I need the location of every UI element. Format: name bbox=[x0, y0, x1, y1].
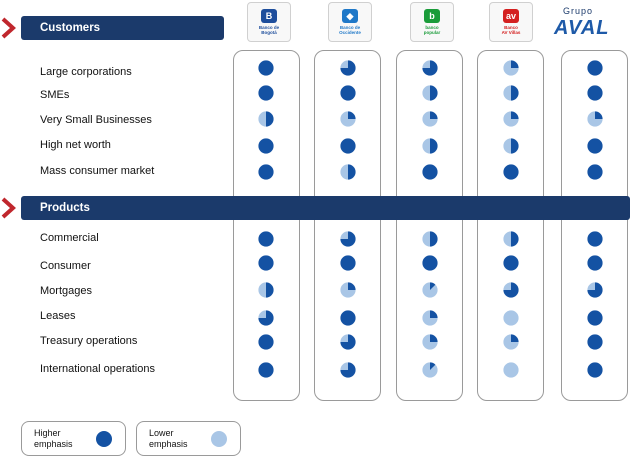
emphasis-dot bbox=[587, 334, 603, 350]
row-label-leases: Leases bbox=[40, 310, 76, 322]
emphasis-dot bbox=[503, 255, 519, 271]
logo-banco-de-bogota: B Banco de Bogotá bbox=[247, 2, 291, 42]
emphasis-dot bbox=[340, 334, 356, 350]
logo-banco-popular: b banco popular bbox=[410, 2, 454, 42]
occidente-logo-icon: ◆ bbox=[342, 9, 358, 23]
emphasis-dot bbox=[587, 282, 603, 298]
emphasis-dot bbox=[503, 282, 519, 298]
row-label-smes: SMEs bbox=[40, 89, 70, 101]
emphasis-dot bbox=[258, 282, 274, 298]
popular-logo-icon: b bbox=[424, 9, 440, 23]
emphasis-dot bbox=[258, 334, 274, 350]
row-label-very-small-businesses: Very Small Businesses bbox=[40, 114, 152, 126]
legend-lower-dot bbox=[210, 430, 228, 448]
emphasis-dot bbox=[587, 138, 603, 154]
legend-higher-label: Higher emphasis bbox=[34, 428, 73, 449]
row-label-high-net-worth: High net worth bbox=[40, 139, 111, 151]
row-label-commercial: Commercial bbox=[40, 232, 99, 244]
row-label-consumer: Consumer bbox=[40, 260, 91, 272]
emphasis-dot bbox=[258, 164, 274, 180]
emphasis-dot bbox=[340, 111, 356, 127]
row-label-international-operations: International operations bbox=[40, 363, 155, 375]
emphasis-dot bbox=[422, 60, 438, 76]
emphasis-dot bbox=[340, 231, 356, 247]
emphasis-dot bbox=[503, 60, 519, 76]
emphasis-dot bbox=[503, 138, 519, 154]
emphasis-dot bbox=[587, 231, 603, 247]
emphasis-dot bbox=[587, 111, 603, 127]
emphasis-dot bbox=[340, 164, 356, 180]
emphasis-dot bbox=[340, 310, 356, 326]
logo-banco-de-occidente: ◆ Banco de Occidente bbox=[328, 2, 372, 42]
emphasis-dot bbox=[422, 231, 438, 247]
emphasis-dot bbox=[340, 138, 356, 154]
emphasis-dot bbox=[340, 85, 356, 101]
emphasis-dot bbox=[503, 310, 519, 326]
row-label-mass-consumer-market: Mass consumer market bbox=[40, 165, 155, 177]
logo-banco-av-villas: av Banco AV Villas bbox=[489, 2, 533, 42]
emphasis-dot bbox=[587, 255, 603, 271]
emphasis-dot bbox=[422, 310, 438, 326]
emphasis-dot bbox=[587, 164, 603, 180]
emphasis-dot bbox=[258, 362, 274, 378]
emphasis-dot bbox=[587, 60, 603, 76]
emphasis-dot bbox=[587, 310, 603, 326]
emphasis-dot bbox=[422, 334, 438, 350]
emphasis-dot bbox=[258, 231, 274, 247]
logo-grupo-aval-text: Grupo bbox=[563, 6, 594, 16]
emphasis-dot bbox=[422, 164, 438, 180]
emphasis-dot bbox=[503, 85, 519, 101]
emphasis-dot bbox=[503, 231, 519, 247]
emphasis-dot bbox=[258, 111, 274, 127]
emphasis-dot bbox=[503, 334, 519, 350]
emphasis-dot bbox=[340, 282, 356, 298]
emphasis-dot bbox=[422, 282, 438, 298]
legend-higher-emphasis bbox=[21, 421, 126, 456]
legend-lower-emphasis bbox=[136, 421, 241, 456]
row-label-large-corporations: Large corporations bbox=[40, 66, 132, 78]
emphasis-dot bbox=[422, 362, 438, 378]
emphasis-dot bbox=[258, 60, 274, 76]
emphasis-dot bbox=[258, 310, 274, 326]
emphasis-dot bbox=[258, 138, 274, 154]
emphasis-dot bbox=[503, 164, 519, 180]
emphasis-dot bbox=[503, 362, 519, 378]
emphasis-dot bbox=[422, 138, 438, 154]
emphasis-dot bbox=[340, 362, 356, 378]
emphasis-dot bbox=[503, 111, 519, 127]
section-header-customers: Customers bbox=[21, 16, 224, 40]
legend-higher-dot bbox=[95, 430, 113, 448]
emphasis-dot bbox=[422, 255, 438, 271]
logo-grupo-aval: AVAL bbox=[554, 17, 610, 39]
emphasis-dot bbox=[587, 85, 603, 101]
bogota-logo-icon: B bbox=[261, 9, 277, 23]
legend-lower-label: Lower emphasis bbox=[149, 428, 188, 449]
emphasis-dot bbox=[422, 111, 438, 127]
emphasis-dot bbox=[258, 85, 274, 101]
emphasis-dot bbox=[258, 255, 274, 271]
row-label-mortgages: Mortgages bbox=[40, 285, 92, 297]
row-label-treasury-operations: Treasury operations bbox=[40, 335, 138, 347]
avvillas-logo-icon: av bbox=[503, 9, 519, 23]
emphasis-dot bbox=[422, 85, 438, 101]
emphasis-dot bbox=[340, 255, 356, 271]
emphasis-dot bbox=[340, 60, 356, 76]
section-header-products: Products bbox=[21, 196, 630, 220]
emphasis-dot bbox=[587, 362, 603, 378]
